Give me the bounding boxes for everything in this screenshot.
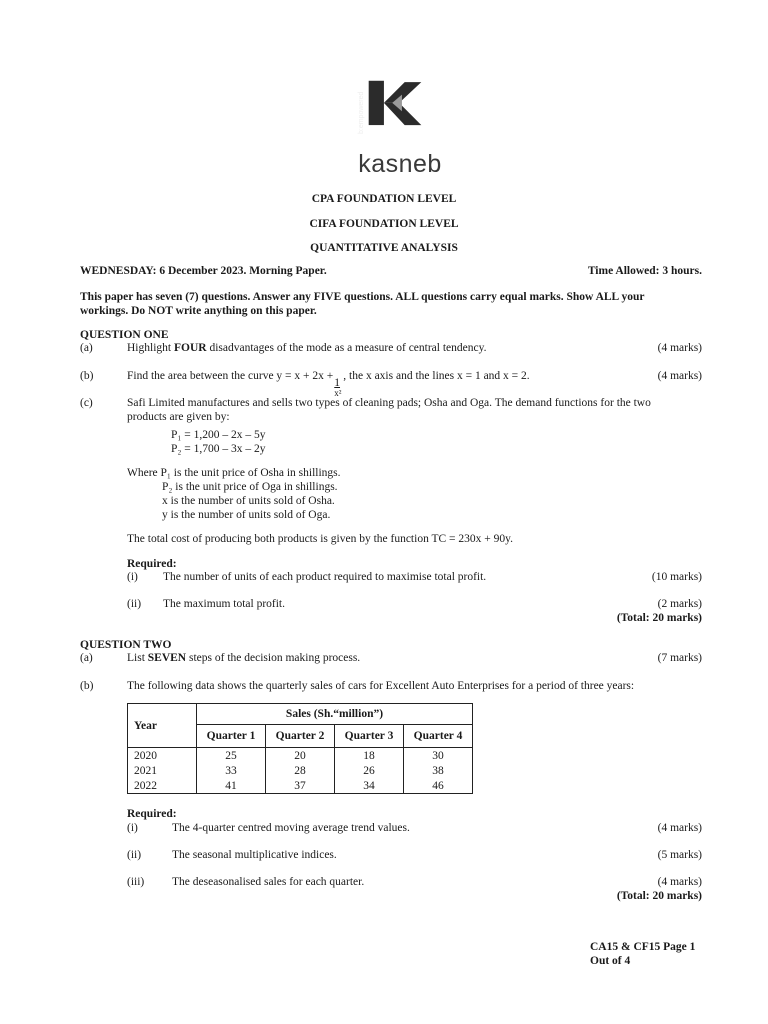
q1ci-text: The number of units of each product required to maximise total profit. — [163, 571, 487, 583]
q1b-marks: (4 marks) — [657, 370, 702, 382]
sales-cell: 30 — [404, 748, 473, 764]
kasneb-logo — [355, 78, 435, 150]
quarter-header: Quarter 4 — [404, 725, 473, 748]
sales-cell: 41 — [197, 778, 266, 794]
q2biii-label: (iii) — [127, 876, 145, 888]
quarter-header: Quarter 2 — [266, 725, 335, 748]
q2a-text: List SEVEN steps of the decision making process. — [127, 652, 361, 664]
table-row — [128, 748, 473, 764]
q1-required: Required: — [127, 558, 177, 570]
quarter-header: Quarter 3 — [335, 725, 404, 748]
q2bii-marks: (5 marks) — [657, 849, 702, 861]
q2bi-marks: (4 marks) — [657, 822, 702, 834]
sales-header: Sales (Sh.“million”) — [197, 704, 473, 725]
page-footer-line-2: Out of 4 — [590, 955, 631, 967]
sales-cell: 33 — [197, 763, 266, 778]
year-header: Year — [128, 704, 197, 748]
q2a-label: (a) — [80, 652, 93, 664]
page-footer-line-1: CA15 & CF15 Page 1 — [590, 941, 696, 953]
table-row — [128, 763, 473, 778]
q1c-text-line-1: Safi Limited manufactures and sells two types of cleaning pads; Osha and Oga. The demand functions for the two — [127, 397, 651, 409]
q2biii-text: The deseasonalised sales for each quarter. — [172, 876, 365, 888]
sales-cell: 37 — [266, 778, 335, 794]
q1-title: QUESTION ONE — [80, 329, 169, 341]
q1cii-label: (ii) — [127, 598, 142, 610]
q2-total: (Total: 20 marks) — [616, 890, 702, 902]
q1a-marks: (4 marks) — [657, 342, 702, 354]
sales-cell: 26 — [335, 763, 404, 778]
time-allowed: Time Allowed: 3 hours. — [587, 265, 702, 277]
sales-cell: 18 — [335, 748, 404, 764]
sales-table — [127, 703, 473, 794]
q1cii-text: The maximum total profit. — [163, 598, 286, 610]
sales-cell: 46 — [404, 778, 473, 794]
q1-total: (Total: 20 marks) — [616, 612, 702, 624]
q2b-text: The following data shows the quarterly sales of cars for Excellent Auto Enterprises for a period of three years: — [127, 680, 635, 692]
sales-cell: 38 — [404, 763, 473, 778]
demand-equation-1: P₁ = 1,200 – 2x – 5y — [171, 429, 266, 441]
sales-cell: 28 — [266, 763, 335, 778]
q2-title: QUESTION TWO — [80, 639, 172, 651]
where-line-1: Where P₁ is the unit price of Osha in shillings. — [127, 467, 341, 479]
q2-required: Required: — [127, 808, 177, 820]
total-cost-text: The total cost of producing both products is given by the function TC = 230x + 90y. — [127, 533, 514, 545]
logo-side-text: b:empowered — [358, 91, 365, 134]
logo-wordmark: kasneb — [358, 150, 442, 178]
header-line-1: CPA FOUNDATION LEVEL — [311, 193, 457, 205]
header-line-3: QUANTITATIVE ANALYSIS — [310, 242, 458, 254]
q2bi-label: (i) — [127, 822, 138, 834]
where-line-3: x is the number of units sold of Osha. — [162, 495, 335, 507]
instructions-line-1: This paper has seven (7) questions. Answer any FIVE questions. ALL questions carry equal marks. Show ALL your — [80, 291, 645, 303]
q2a-marks: (7 marks) — [657, 652, 702, 664]
q2bii-label: (ii) — [127, 849, 142, 861]
instructions-line-2: workings. Do NOT write anything on this paper. — [80, 305, 317, 317]
table-row — [128, 778, 473, 794]
where-line-2: P₂ is the unit price of Oga in shillings. — [162, 481, 338, 493]
q1a-text: Highlight FOUR disadvantages of the mode as a measure of central tendency. — [127, 342, 487, 354]
q1b-text: Find the area between the curve y = x + 2x + $\frac{1}{\text{x²}}$ , the x axis and the lines x = 1 and x = 2. — [127, 370, 530, 398]
exam-date: WEDNESDAY: 6 December 2023. Morning Paper. — [80, 265, 327, 277]
where-line-4: y is the number of units sold of Oga. — [162, 509, 331, 521]
quarter-header: Quarter 1 — [197, 725, 266, 748]
demand-equation-2: P₂ = 1,700 – 3x – 2y — [171, 443, 266, 455]
header-line-2: CIFA FOUNDATION LEVEL — [309, 218, 459, 230]
q1ci-marks: (10 marks) — [651, 571, 702, 583]
q1b-label: (b) — [80, 370, 94, 382]
year-cell: 2021 — [128, 763, 197, 778]
sales-cell: 25 — [197, 748, 266, 764]
q2biii-marks: (4 marks) — [657, 876, 702, 888]
q1c-label: (c) — [80, 397, 93, 409]
q1ci-label: (i) — [127, 571, 138, 583]
q1c-text-line-2: products are given by: — [127, 411, 230, 423]
year-cell: 2022 — [128, 778, 197, 794]
sales-cell: 20 — [266, 748, 335, 764]
q1a-label: (a) — [80, 342, 93, 354]
q2bii-text: The seasonal multiplicative indices. — [172, 849, 337, 861]
q1cii-marks: (2 marks) — [657, 598, 702, 610]
q2bi-text: The 4-quarter centred moving average trend values. — [172, 822, 410, 834]
year-cell: 2020 — [128, 748, 197, 764]
sales-cell: 34 — [335, 778, 404, 794]
q2b-label: (b) — [80, 680, 94, 692]
